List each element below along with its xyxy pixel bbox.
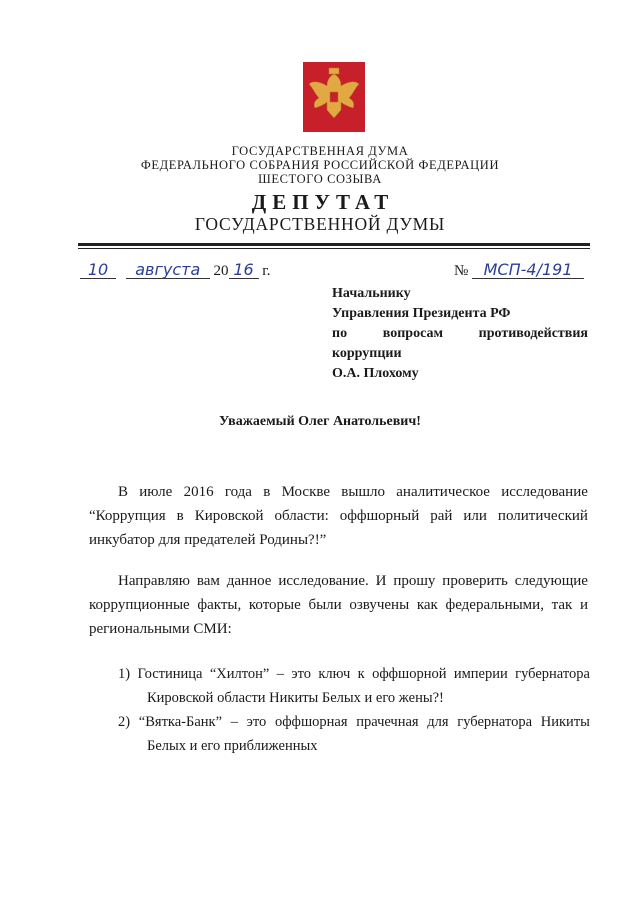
addressee-line-1: Начальнику bbox=[332, 286, 411, 301]
word: В bbox=[118, 484, 129, 500]
word: “Коррупция bbox=[89, 508, 166, 524]
word: вопросам bbox=[382, 326, 443, 341]
word: это bbox=[246, 714, 267, 730]
word: Кировской bbox=[194, 508, 264, 524]
word: были bbox=[308, 597, 342, 613]
word: аналитическое bbox=[396, 484, 490, 500]
date-day: 10 bbox=[80, 262, 116, 279]
paragraph-line bbox=[89, 504, 588, 528]
addressee-line-5: О.А. Плохому bbox=[332, 366, 419, 381]
paragraph-line bbox=[89, 480, 588, 504]
coat-of-arms-icon bbox=[303, 62, 365, 132]
list-item bbox=[118, 662, 590, 710]
word: прошу bbox=[393, 573, 436, 589]
word: оффшорная bbox=[275, 714, 348, 730]
word: политический bbox=[497, 508, 588, 524]
word: И bbox=[375, 573, 387, 589]
list-item bbox=[118, 710, 590, 758]
word: озвучены bbox=[349, 597, 410, 613]
word: Москве bbox=[281, 484, 331, 500]
addressee-line-3 bbox=[332, 324, 588, 344]
word: противодействия bbox=[478, 326, 588, 341]
header-line-3: ШЕСТОГО СОЗЫВА bbox=[258, 172, 382, 186]
word: – bbox=[230, 714, 238, 730]
paragraph-line: региональными СМИ: bbox=[89, 621, 232, 637]
word: в bbox=[176, 508, 184, 524]
paragraph-line bbox=[89, 569, 588, 593]
list-item-line bbox=[118, 710, 590, 734]
word: это bbox=[291, 666, 311, 682]
word: года bbox=[224, 484, 252, 500]
word: данное bbox=[226, 573, 272, 589]
word: империи bbox=[453, 666, 508, 682]
deputy-title: ДЕПУТАТ bbox=[251, 190, 395, 214]
word: федеральными, bbox=[445, 597, 544, 613]
date-year-suffix: 16 bbox=[229, 262, 259, 279]
word: вышло bbox=[341, 484, 385, 500]
number-prefix: № bbox=[454, 263, 469, 279]
list-item-line bbox=[118, 662, 590, 686]
addressee-block bbox=[332, 284, 588, 384]
word: оффшорной bbox=[372, 666, 447, 682]
word: рай bbox=[430, 508, 453, 524]
word: в bbox=[263, 484, 271, 500]
word: и bbox=[579, 597, 588, 613]
date-month: августа bbox=[126, 262, 210, 279]
paragraph-2 bbox=[89, 569, 588, 641]
greeting: Уважаемый Олег Анатольевич! bbox=[219, 414, 421, 429]
addressee-line-2: Управления Президента РФ bbox=[332, 306, 511, 321]
paragraph-line bbox=[89, 593, 588, 617]
number-value: МСП-4/191 bbox=[472, 262, 584, 279]
date-line bbox=[80, 262, 270, 280]
word: ключ bbox=[318, 666, 351, 682]
word: так bbox=[551, 597, 573, 613]
word: Гостиница bbox=[137, 666, 203, 682]
paragraph-1 bbox=[89, 480, 588, 552]
word: – bbox=[276, 666, 284, 682]
word: которые bbox=[248, 597, 301, 613]
list-marker: 2) bbox=[118, 714, 131, 730]
word: области: bbox=[274, 508, 329, 524]
word: 2016 bbox=[183, 484, 214, 500]
word: июле bbox=[139, 484, 173, 500]
list-marker: 1) bbox=[118, 666, 131, 682]
document-number bbox=[454, 262, 584, 280]
word: факты, bbox=[197, 597, 242, 613]
word: оффшорный bbox=[339, 508, 420, 524]
word: Направляю bbox=[118, 573, 190, 589]
word: как bbox=[416, 597, 438, 613]
word: к bbox=[357, 666, 365, 682]
word: вам bbox=[196, 573, 220, 589]
word: по bbox=[332, 326, 348, 341]
header-rule-thick bbox=[78, 243, 590, 246]
header-rule-thin bbox=[78, 248, 590, 249]
word: губернатора bbox=[515, 666, 590, 682]
paragraph-line: инкубатор для предателей Родины?!” bbox=[89, 532, 327, 548]
header-line-2: ФЕДЕРАЛЬНОГО СОБРАНИЯ РОССИЙСКОЙ ФЕДЕРАЦИИ bbox=[140, 158, 500, 172]
word: исследование bbox=[501, 484, 588, 500]
word: губернатора bbox=[457, 714, 533, 730]
header-line-1: ГОСУДАРСТВЕННАЯ ДУМА bbox=[231, 144, 409, 158]
word: для bbox=[427, 714, 449, 730]
word: коррупционные bbox=[89, 597, 190, 613]
word: прачечная bbox=[356, 714, 419, 730]
word: или bbox=[463, 508, 487, 524]
list-item-line: Кировской области Никиты Белых и его жены?! bbox=[147, 690, 444, 706]
addressee-line-4: коррупции bbox=[332, 346, 402, 361]
word: следующие bbox=[514, 573, 588, 589]
word: исследование. bbox=[278, 573, 369, 589]
word: “Вятка-Банк” bbox=[138, 714, 223, 730]
word: проверить bbox=[442, 573, 508, 589]
list-item-line: Белых и его приближенных bbox=[147, 738, 318, 754]
date-suffix: г. bbox=[262, 263, 271, 279]
duma-subtitle: ГОСУДАРСТВЕННОЙ ДУМЫ bbox=[194, 214, 446, 234]
word: Никиты bbox=[540, 714, 590, 730]
date-year-prefix: 20 bbox=[213, 263, 229, 279]
word: “Хилтон” bbox=[209, 666, 270, 682]
